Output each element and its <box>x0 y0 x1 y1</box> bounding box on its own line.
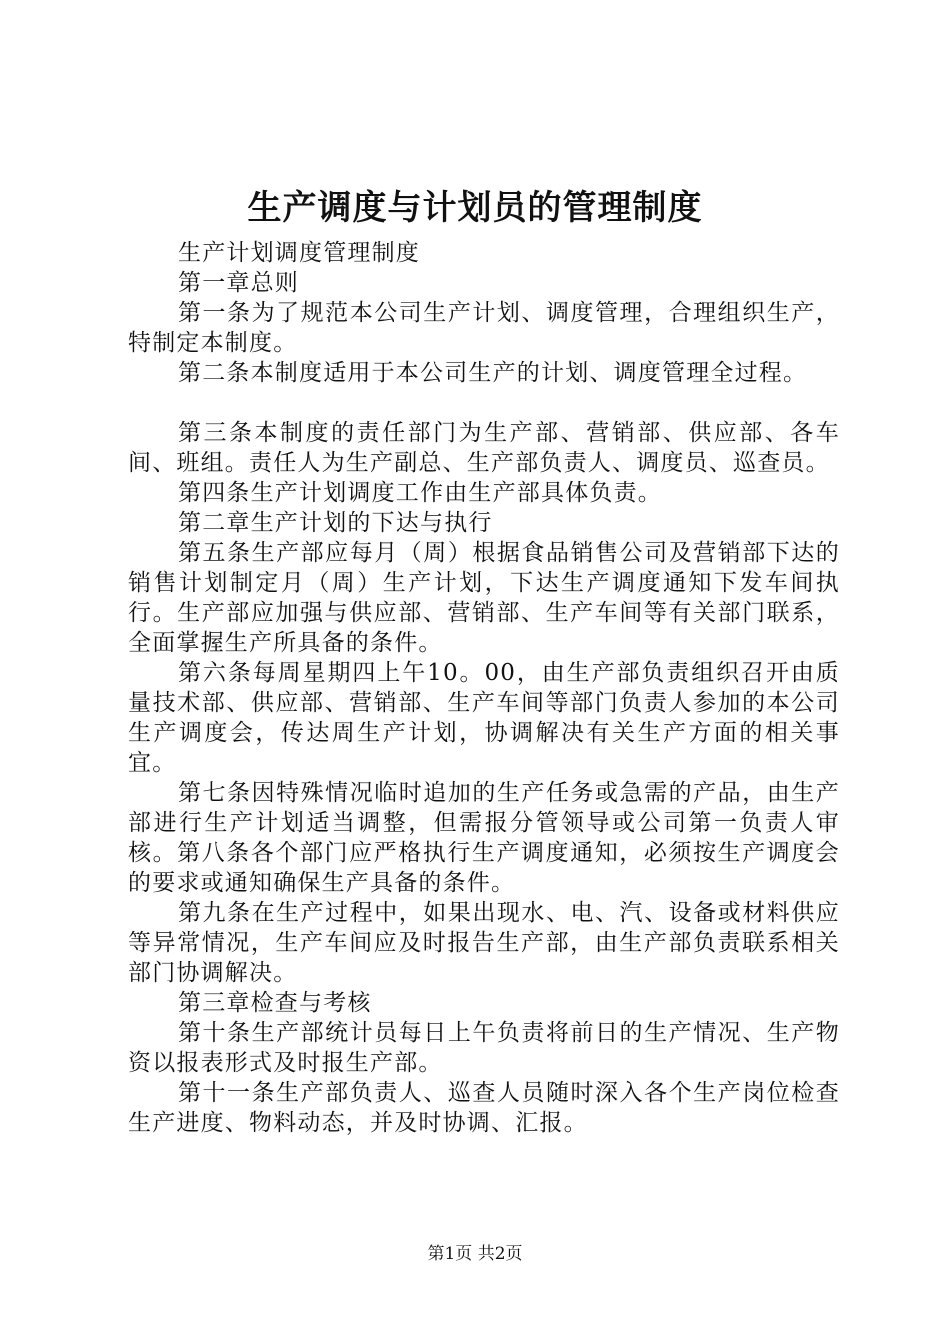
page-footer: 第1页 共2页 <box>427 1244 523 1264</box>
paragraph-article-5: 第五条生产部应每月（周）根据食品销售公司及营销部下达的销售计划制定月（周）生产计划，下达生产调度通知下发车间执行。生产部应加强与供应部、营销部、生产车间等有关部门联系，全面掌握生产所具备的条件。 <box>128 540 840 656</box>
paragraph-article-11: 第十一条生产部负责人、巡查人员随时深入各个生产岗位检查生产进度、物料动态，并及时协调、汇报。 <box>128 1080 840 1136</box>
paragraph-article-9: 第九条在生产过程中，如果出现水、电、汽、设备或材料供应等异常情况，生产车间应及时报告生产部，由生产部负责联系相关部门协调解决。 <box>128 900 840 986</box>
document-title: 生产调度与计划员的管理制度 <box>247 188 703 228</box>
paragraph-article-2: 第二条本制度适用于本公司生产的计划、调度管理全过程。 <box>178 360 808 386</box>
paragraph-article-1: 第一条为了规范本公司生产计划、调度管理，合理组织生产，特制定本制度。 <box>128 300 840 356</box>
paragraph-article-4: 第四条生产计划调度工作由生产部具体负责。 <box>178 480 662 506</box>
paragraph-article-3: 第三条本制度的责任部门为生产部、营销部、供应部、各车间、班组。责任人为生产副总、生产部负责人、调度员、巡查员。 <box>128 420 840 476</box>
chapter-heading-1: 第一章总则 <box>178 270 299 296</box>
chapter-heading-3: 第三章检查与考核 <box>178 990 372 1016</box>
paragraph-article-6: 第六条每周星期四上午10。00，由生产部负责组织召开由质量技术部、供应部、营销部、生产车间等部门负责人参加的本公司生产调度会，传达周生产计划，协调解决有关生产方面的相关事宜。 <box>128 660 840 776</box>
chapter-heading-2: 第二章生产计划的下达与执行 <box>178 510 493 536</box>
paragraph-subtitle: 生产计划调度管理制度 <box>178 240 420 266</box>
document-body <box>128 238 840 1138</box>
paragraph-article-10: 第十条生产部统计员每日上午负责将前日的生产情况、生产物资以报表形式及时报生产部。 <box>128 1020 840 1076</box>
paragraph-article-7-8: 第七条因特殊情况临时追加的生产任务或急需的产品，由生产部进行生产计划适当调整，但需报分管领导或公司第一负责人审核。第八条各个部门应严格执行生产调度通知，必须按生产调度会的要求或通知确保生产具备的条件。 <box>128 780 840 896</box>
